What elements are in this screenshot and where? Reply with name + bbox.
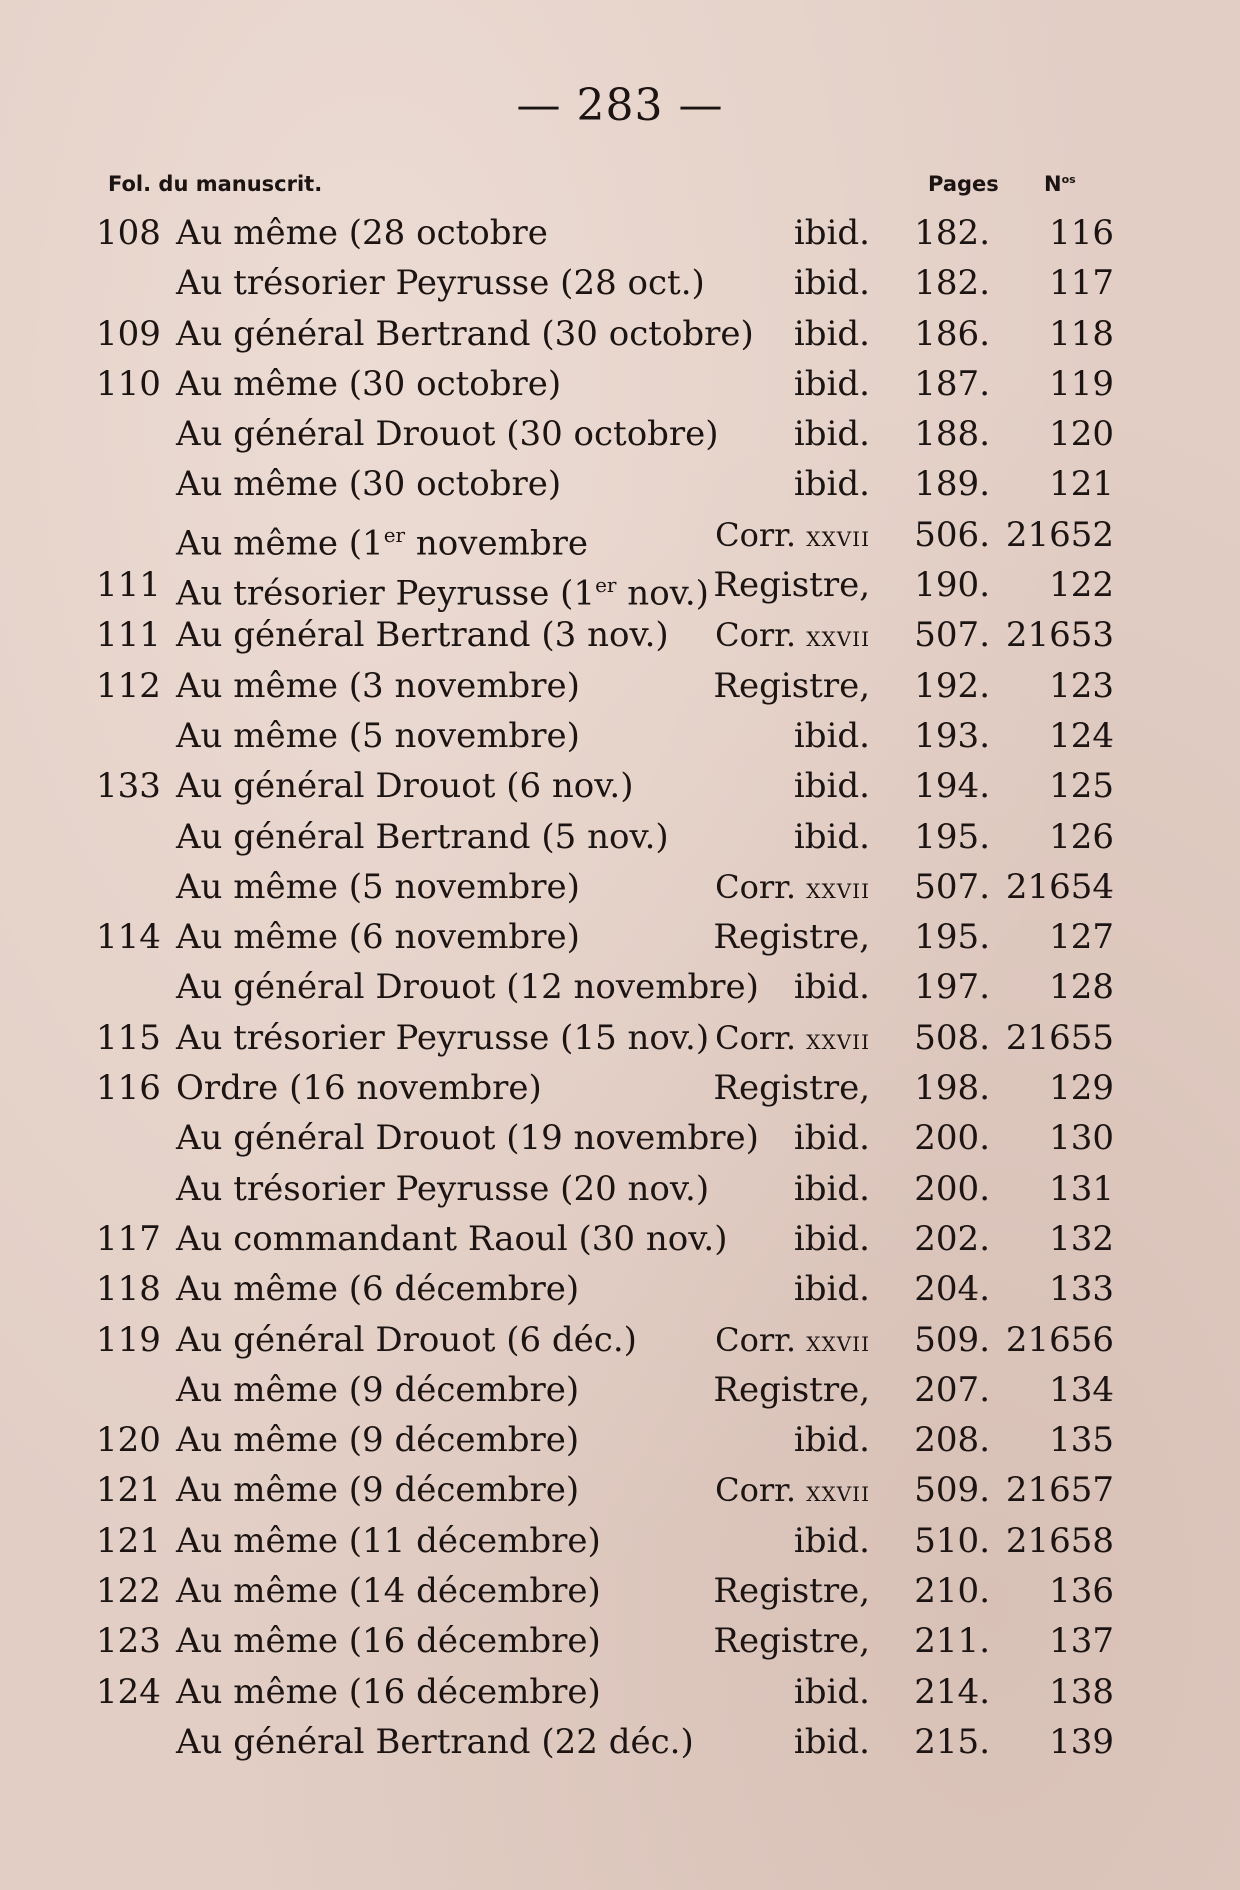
- table-row: [0, 409, 1240, 459]
- table-row: [0, 1113, 1240, 1163]
- folio-cell: 112: [96, 665, 161, 706]
- recipient-cell: Au même (30 octobre): [176, 464, 562, 505]
- number-cell: 21652: [1005, 514, 1114, 555]
- number-cell: 122: [1049, 565, 1114, 606]
- recipient-cell: Au trésorier Peyrusse (20 nov.): [176, 1168, 710, 1209]
- table-row: [0, 560, 1240, 614]
- number-cell: 120: [1049, 414, 1114, 455]
- number-cell: 21656: [1005, 1319, 1114, 1360]
- source-cell: ibid.: [793, 1671, 870, 1712]
- folio-cell: 117: [96, 1218, 161, 1259]
- page-cell: 508.: [914, 1017, 990, 1058]
- source-cell: ibid.: [793, 1520, 870, 1561]
- page-cell: 204.: [914, 1269, 990, 1310]
- number-cell: 21654: [1005, 866, 1114, 907]
- number-cell: 125: [1049, 766, 1114, 807]
- letters-table: [0, 208, 1240, 1767]
- source-cell: Corr. xxvii: [715, 867, 870, 906]
- source-cell: Corr. xxvii: [715, 1471, 870, 1510]
- table-row: [0, 359, 1240, 409]
- page-cell: 507.: [914, 866, 990, 907]
- page-cell: 198.: [914, 1068, 990, 1109]
- source-cell: Registre,: [713, 917, 870, 958]
- table-row: [0, 761, 1240, 811]
- number-cell: 133: [1049, 1269, 1114, 1310]
- table-row: [0, 1315, 1240, 1365]
- page-cell: 214.: [914, 1671, 990, 1712]
- page-cell: 507.: [914, 615, 990, 656]
- table-row: [0, 208, 1240, 258]
- source-cell: ibid.: [793, 213, 870, 253]
- number-cell: 132: [1049, 1218, 1114, 1259]
- table-row: [0, 1566, 1240, 1616]
- number-cell: 130: [1049, 1118, 1114, 1159]
- recipient-cell: Au trésorier Peyrusse (15 nov.): [176, 1017, 710, 1058]
- table-row: [0, 1667, 1240, 1717]
- number-cell: 117: [1049, 263, 1114, 304]
- table-row: [0, 510, 1240, 564]
- table-row: [0, 1365, 1240, 1415]
- recipient-cell: Au même (9 décembre): [176, 1369, 580, 1410]
- source-cell: ibid.: [793, 715, 870, 756]
- table-row: [0, 610, 1240, 660]
- recipient-cell: Au même (5 novembre): [176, 866, 580, 907]
- number-cell: 21653: [1005, 615, 1114, 656]
- source-cell: ibid.: [793, 1168, 870, 1209]
- recipient-cell: Au même (11 décembre): [176, 1520, 601, 1561]
- page-cell: 195.: [914, 816, 990, 857]
- recipient-cell: Au même (5 novembre): [176, 715, 580, 756]
- page-cell: 182.: [914, 213, 990, 253]
- page-cell: 197.: [914, 967, 990, 1008]
- folio-cell: 123: [96, 1621, 161, 1662]
- number-cell: 124: [1049, 715, 1114, 756]
- source-cell: Corr. xxvii: [715, 616, 870, 655]
- folio-cell: 121: [96, 1520, 161, 1561]
- number-cell: 21657: [1005, 1470, 1114, 1511]
- recipient-cell: Au général Bertrand (22 déc.): [176, 1721, 694, 1762]
- source-cell: Corr. xxvii: [715, 515, 870, 554]
- number-cell: 118: [1049, 313, 1114, 354]
- recipient-cell: Ordre (16 novembre): [176, 1068, 542, 1109]
- page-number: — 283 —: [516, 80, 724, 131]
- table-row: [0, 912, 1240, 962]
- recipient-cell: Au même (9 décembre): [176, 1470, 580, 1511]
- source-cell: ibid.: [793, 1420, 870, 1461]
- source-cell: ibid.: [793, 363, 870, 404]
- source-cell: ibid.: [793, 263, 870, 304]
- numbers-header-base: N: [1044, 172, 1062, 196]
- table-row: [0, 661, 1240, 711]
- recipient-cell: Au même (16 décembre): [176, 1671, 601, 1712]
- page-cell: 188.: [914, 414, 990, 455]
- number-cell: 135: [1049, 1420, 1114, 1461]
- number-cell: 21655: [1005, 1017, 1114, 1058]
- recipient-cell: Au général Bertrand (3 nov.): [176, 615, 669, 656]
- table-row: [0, 258, 1240, 308]
- folio-cell: 109: [96, 313, 161, 354]
- source-cell: ibid.: [793, 313, 870, 354]
- page-cell: 187.: [914, 363, 990, 404]
- page-cell: 200.: [914, 1168, 990, 1209]
- page-cell: 211.: [914, 1621, 990, 1662]
- numbers-header-sup: os: [1061, 173, 1076, 186]
- table-row: [0, 1516, 1240, 1566]
- page-cell: 215.: [914, 1721, 990, 1762]
- table-row: [0, 1717, 1240, 1767]
- source-cell: Registre,: [713, 1571, 870, 1612]
- number-cell: 127: [1049, 917, 1114, 958]
- page-cell: 506.: [914, 514, 990, 555]
- pages-column-header: Pages: [928, 172, 999, 196]
- number-cell: 116: [1049, 213, 1114, 253]
- source-cell: Registre,: [713, 1621, 870, 1662]
- source-cell: ibid.: [793, 464, 870, 505]
- folio-cell: 116: [96, 1068, 161, 1109]
- recipient-cell: Au même (1er novembre: [176, 522, 588, 564]
- source-cell: Corr. xxvii: [715, 1018, 870, 1057]
- number-cell: 119: [1049, 363, 1114, 404]
- number-cell: 136: [1049, 1571, 1114, 1612]
- page-cell: 200.: [914, 1118, 990, 1159]
- recipient-cell: Au général Drouot (19 novembre): [176, 1118, 759, 1159]
- number-cell: 126: [1049, 816, 1114, 857]
- number-cell: 129: [1049, 1068, 1114, 1109]
- page-cell: 193.: [914, 715, 990, 756]
- number-cell: 21658: [1005, 1520, 1114, 1561]
- number-cell: 137: [1049, 1621, 1114, 1662]
- table-row: [0, 1063, 1240, 1113]
- table-row: [0, 1164, 1240, 1214]
- recipient-cell: Au général Drouot (6 nov.): [176, 766, 634, 807]
- recipient-cell: Au trésorier Peyrusse (28 oct.): [176, 263, 705, 304]
- folio-cell: 115: [96, 1017, 161, 1058]
- source-cell: Registre,: [713, 665, 870, 706]
- page-cell: 509.: [914, 1319, 990, 1360]
- recipient-cell: Au même (6 décembre): [176, 1269, 580, 1310]
- table-row: [0, 1616, 1240, 1666]
- source-cell: ibid.: [793, 766, 870, 807]
- folio-cell: 110: [96, 363, 161, 404]
- folio-cell: 119: [96, 1319, 161, 1360]
- table-row: [0, 1264, 1240, 1314]
- page-cell: 195.: [914, 917, 990, 958]
- folio-cell: 122: [96, 1571, 161, 1612]
- folio-cell: 124: [96, 1671, 161, 1712]
- table-row: [0, 862, 1240, 912]
- number-cell: 128: [1049, 967, 1114, 1008]
- number-cell: 138: [1049, 1671, 1114, 1712]
- source-cell: Registre,: [713, 565, 870, 606]
- table-row: [0, 309, 1240, 359]
- folio-cell: 120: [96, 1420, 161, 1461]
- recipient-cell: Au général Drouot (12 novembre): [176, 967, 759, 1008]
- page-cell: 210.: [914, 1571, 990, 1612]
- recipient-cell: Au même (16 décembre): [176, 1621, 601, 1662]
- folio-cell: 118: [96, 1269, 161, 1310]
- page-cell: 208.: [914, 1420, 990, 1461]
- source-cell: ibid.: [793, 1721, 870, 1762]
- page-cell: 207.: [914, 1369, 990, 1410]
- source-cell: Corr. xxvii: [715, 1320, 870, 1359]
- recipient-cell: Au général Drouot (6 déc.): [176, 1319, 637, 1360]
- number-cell: 123: [1049, 665, 1114, 706]
- folio-cell: 133: [96, 766, 161, 807]
- page-cell: 192.: [914, 665, 990, 706]
- source-cell: ibid.: [793, 967, 870, 1008]
- recipient-cell: Au trésorier Peyrusse (1er nov.): [176, 573, 709, 614]
- page-cell: 190.: [914, 565, 990, 606]
- numbers-column-header: [1044, 172, 1076, 196]
- recipient-cell: Au même (3 novembre): [176, 665, 580, 706]
- recipient-cell: Au commandant Raoul (30 nov.): [176, 1218, 728, 1259]
- table-row: [0, 1013, 1240, 1063]
- recipient-cell: Au même (14 décembre): [176, 1571, 601, 1612]
- page-cell: 189.: [914, 464, 990, 505]
- number-cell: 121: [1049, 464, 1114, 505]
- page-cell: 194.: [914, 766, 990, 807]
- number-cell: 131: [1049, 1168, 1114, 1209]
- folio-cell: 111: [96, 565, 161, 606]
- table-row: [0, 1415, 1240, 1465]
- source-cell: ibid.: [793, 414, 870, 455]
- page-cell: 202.: [914, 1218, 990, 1259]
- folio-cell: 114: [96, 917, 161, 958]
- folio-cell: 111: [96, 615, 161, 656]
- table-row: [0, 1214, 1240, 1264]
- folio-cell: 108: [96, 213, 161, 253]
- folio-cell: 121: [96, 1470, 161, 1511]
- recipient-cell: Au général Bertrand (30 octobre): [176, 313, 754, 354]
- number-cell: 134: [1049, 1369, 1114, 1410]
- recipient-cell: Au même (30 octobre): [176, 363, 562, 404]
- number-cell: 139: [1049, 1721, 1114, 1762]
- page-cell: 510.: [914, 1520, 990, 1561]
- recipient-cell: Au même (9 décembre): [176, 1420, 580, 1461]
- table-row: [0, 1465, 1240, 1515]
- recipient-cell: Au général Drouot (30 octobre): [176, 414, 719, 455]
- source-cell: ibid.: [793, 1118, 870, 1159]
- source-cell: ibid.: [793, 1218, 870, 1259]
- recipient-cell: Au même (28 octobre: [176, 213, 548, 253]
- recipient-cell: Au général Bertrand (5 nov.): [176, 816, 669, 857]
- table-row: [0, 812, 1240, 862]
- source-cell: ibid.: [793, 1269, 870, 1310]
- source-cell: ibid.: [793, 816, 870, 857]
- table-row: [0, 459, 1240, 509]
- source-cell: Registre,: [713, 1068, 870, 1109]
- source-cell: Registre,: [713, 1369, 870, 1410]
- table-row: [0, 962, 1240, 1012]
- page-cell: 186.: [914, 313, 990, 354]
- recipient-cell: Au même (6 novembre): [176, 917, 580, 958]
- table-row: [0, 711, 1240, 761]
- page-cell: 509.: [914, 1470, 990, 1511]
- page-cell: 182.: [914, 263, 990, 304]
- folio-column-header: Fol. du manuscrit.: [108, 172, 323, 196]
